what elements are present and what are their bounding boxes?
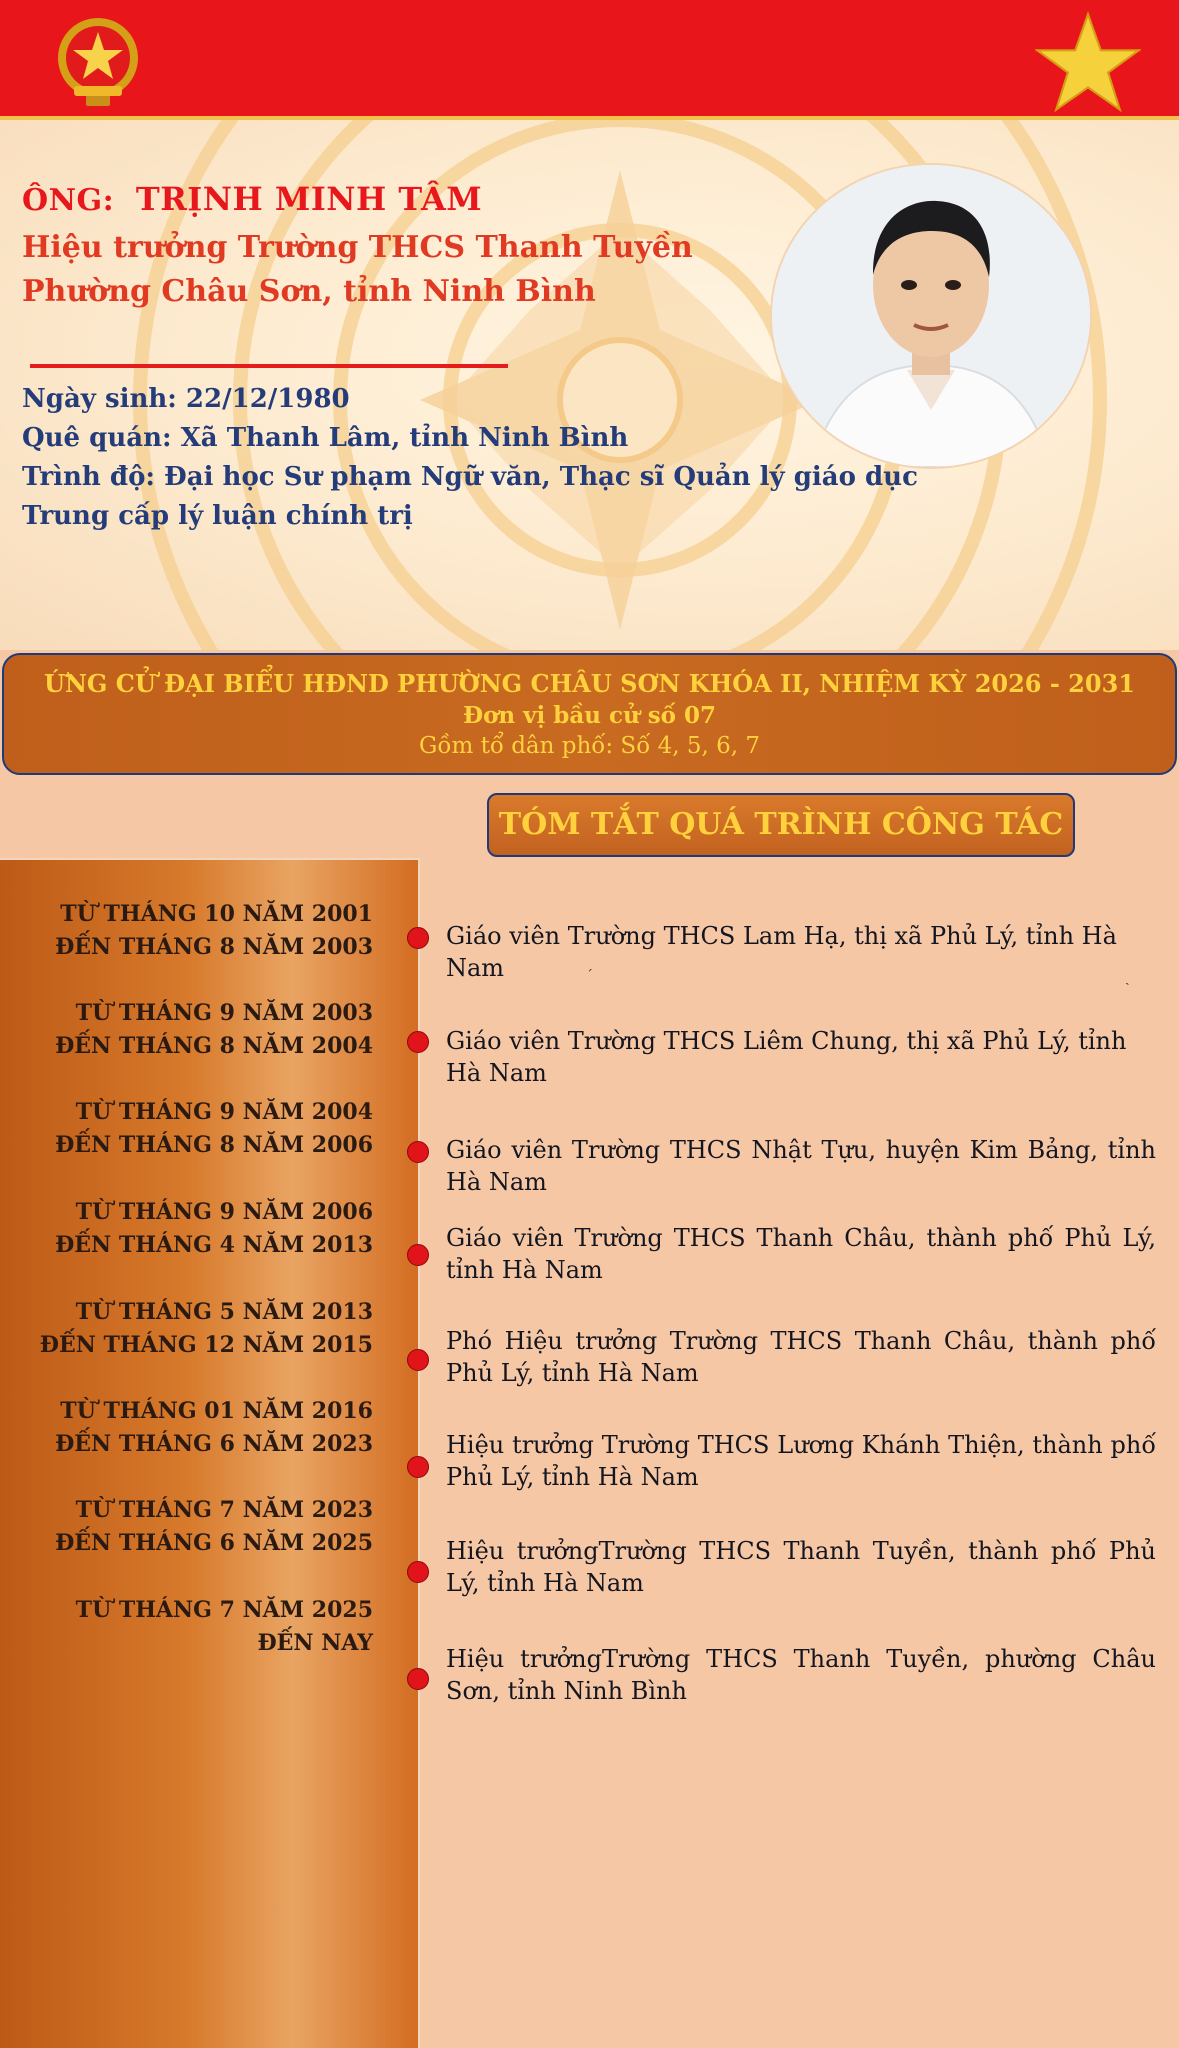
timeline-job: Giáo viên Trường THCS Nhật Tựu, huyện Kim Bảng, tỉnh Hà Nam <box>446 1136 1156 1196</box>
banner-unit: Đơn vị bầu cử số 07 <box>462 702 717 729</box>
timeline-dot <box>407 1349 429 1371</box>
candidate-photo <box>770 163 1092 469</box>
timeline-period: TỪ THÁNG 9 NĂM 2003 ĐẾN THÁNG 8 NĂM 2004 <box>55 1000 373 1059</box>
candidate-name-line <box>22 180 482 218</box>
timeline-job: Phó Hiệu trưởng Trường THCS Thanh Châu, thành phố Phủ Lý, tỉnh Hà Nam <box>446 1327 1156 1387</box>
timeline-job: Giáo viên Trường THCS Lam Hạ, thị xã Phủ Lý, tỉnh Hà Nam <box>446 922 1117 982</box>
timeline-period: TỪ THÁNG 5 NĂM 2013 ĐẾN THÁNG 12 NĂM 2015 <box>39 1299 373 1358</box>
banner-candidacy: ỨNG CỬ ĐẠI BIỂU HĐND PHƯỜNG CHÂU SƠN KHÓA II, NHIỆM KỲ 2026 - 2031 <box>44 669 1135 698</box>
timeline-dot <box>407 1244 429 1266</box>
candidate-location: Phường Châu Sơn, tỉnh Ninh Bình <box>22 274 596 309</box>
timeline-period: TỪ THÁNG 7 NĂM 2023 ĐẾN THÁNG 6 NĂM 2025 <box>55 1497 373 1556</box>
gold-star-icon <box>1035 10 1141 116</box>
timeline-dot <box>407 1141 429 1163</box>
timeline-job: Hiệu trưởngTrường THCS Thanh Tuyền, phường Châu Sơn, tỉnh Ninh Bình <box>446 1645 1156 1705</box>
banner-wards: Gồm tổ dân phố: Số 4, 5, 6, 7 <box>419 733 760 759</box>
timeline-period: TỪ THÁNG 7 NĂM 2025 ĐẾN NAY <box>75 1597 373 1656</box>
national-emblem-icon <box>52 14 144 110</box>
hometown: Quê quán: Xã Thanh Lâm, tỉnh Ninh Bình <box>22 423 629 453</box>
candidate-name: TRỊNH MINH TÂM <box>135 180 483 218</box>
honorific-label: ÔNG: <box>22 183 115 218</box>
education: Trình độ: Đại học Sư phạm Ngữ văn, Thạc sĩ Quản lý giáo dục <box>22 462 918 492</box>
timeline-dot <box>407 927 429 949</box>
portrait-illustration <box>772 165 1090 467</box>
timeline-dot <box>407 1561 429 1583</box>
timeline-period: TỪ THÁNG 10 NĂM 2001 ĐẾN THÁNG 8 NĂM 2003 <box>55 901 373 960</box>
timeline-period: TỪ THÁNG 01 NĂM 2016 ĐẾN THÁNG 6 NĂM 2023 <box>55 1398 373 1457</box>
stray-mark: ˊ <box>586 968 593 984</box>
timeline-job: Giáo viên Trường THCS Liêm Chung, thị xã Phủ Lý, tỉnh Hà Nam <box>446 1027 1127 1087</box>
election-banner <box>2 653 1177 775</box>
birth-date: Ngày sinh: 22/12/1980 <box>22 384 350 414</box>
candidate-position: Hiệu trưởng Trường THCS Thanh Tuyền <box>22 230 693 265</box>
political-level: Trung cấp lý luận chính trị <box>22 501 413 531</box>
section-title: TÓM TẮT QUÁ TRÌNH CÔNG TÁC <box>487 793 1075 857</box>
timeline-job: Hiệu trưởng Trường THCS Lương Khánh Thiện, thành phố Phủ Lý, tỉnh Hà Nam <box>446 1431 1156 1491</box>
timeline-dot <box>407 1456 429 1478</box>
timeline-dot <box>407 1668 429 1690</box>
stray-mark: ˎ <box>1125 970 1130 986</box>
timeline-period: TỪ THÁNG 9 NĂM 2004 ĐẾN THÁNG 8 NĂM 2006 <box>55 1099 373 1158</box>
timeline-dot <box>407 1031 429 1053</box>
timeline-period: TỪ THÁNG 9 NĂM 2006 ĐẾN THÁNG 4 NĂM 2013 <box>55 1199 373 1258</box>
timeline-job: Giáo viên Trường THCS Thanh Châu, thành phố Phủ Lý, tỉnh Hà Nam <box>446 1224 1156 1284</box>
timeline-job: Hiệu trưởngTrường THCS Thanh Tuyền, thành phố Phủ Lý, tỉnh Hà Nam <box>446 1537 1156 1597</box>
header-bar <box>0 0 1179 120</box>
divider-line <box>30 364 508 368</box>
